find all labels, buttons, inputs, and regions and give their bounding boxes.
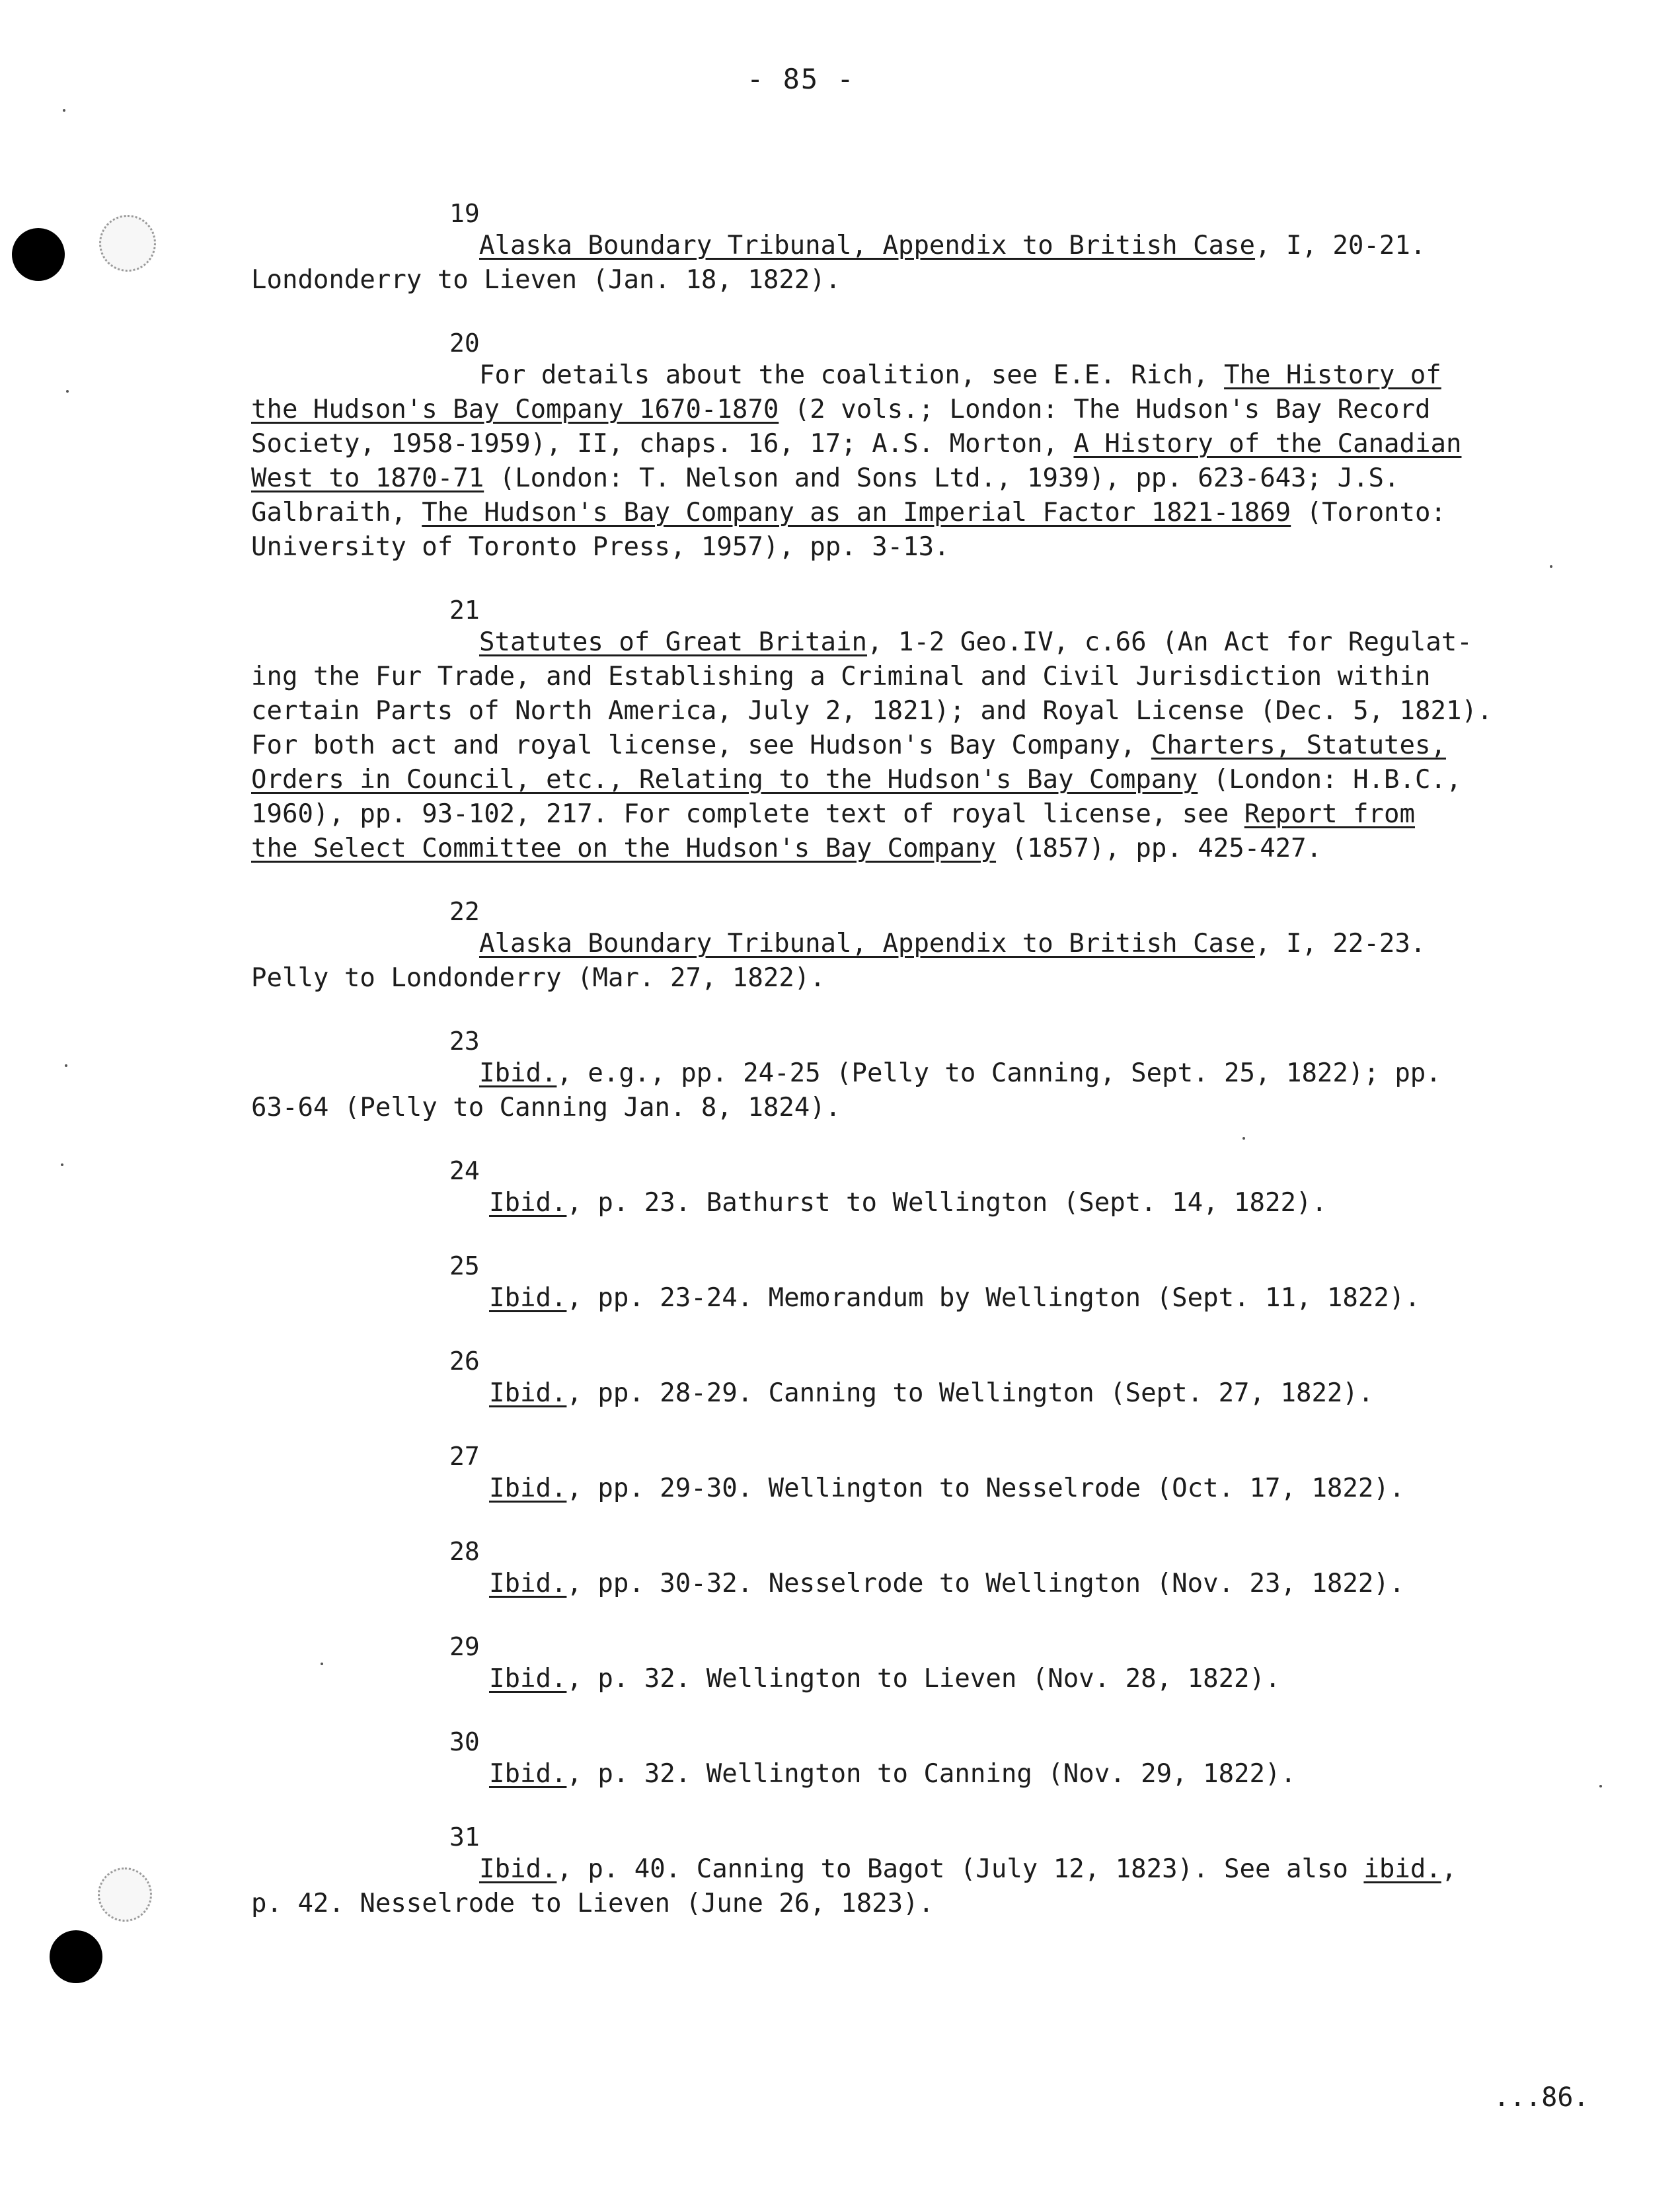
footnote-number: 26 xyxy=(449,1347,480,1376)
footnote-number: 25 xyxy=(449,1251,480,1280)
footnote-line xyxy=(251,728,1560,763)
cited-title: the Select Committee on the Hudson's Bay Company xyxy=(251,834,997,863)
footnote-line xyxy=(251,763,1560,797)
punch-hole-bottom xyxy=(50,1930,102,1983)
cited-title: Ibid. xyxy=(489,1188,567,1218)
footnote-text xyxy=(251,229,1560,297)
cited-title: ibid. xyxy=(1363,1854,1441,1884)
text-segment: , 1-2 Geo.IV, c.66 (An Act for Regulat- xyxy=(867,627,1472,657)
text-segment: , pp. 23-24. Memorandum by Wellington (Sept. 11, 1822). xyxy=(566,1283,1420,1313)
footnote-line xyxy=(251,961,1560,996)
text-segment: For details about the coalition, see E.E. Rich, xyxy=(479,360,1225,390)
footnote-line xyxy=(251,1887,1560,1921)
footnote-number: 27 xyxy=(449,1442,480,1471)
footnote-number: 28 xyxy=(449,1537,480,1566)
text-segment: (Toronto: xyxy=(1291,498,1446,528)
footnote-text xyxy=(251,1186,1560,1220)
text-segment: (1857), pp. 425-427. xyxy=(996,834,1322,863)
scan-speck xyxy=(65,1064,67,1067)
footnote xyxy=(251,1536,1560,1601)
footnote-line xyxy=(251,625,1560,660)
footnote-line xyxy=(251,229,1560,263)
footnote xyxy=(251,328,1560,565)
cited-title: Ibid. xyxy=(489,1378,567,1408)
footnote-line xyxy=(251,1091,1560,1125)
footnote-line xyxy=(251,1567,1560,1601)
text-segment: , I, 20-21. xyxy=(1255,231,1426,260)
cited-title: Ibid. xyxy=(489,1759,567,1789)
text-segment: Pelly to Londonderry (Mar. 27, 1822). xyxy=(251,963,825,993)
text-segment: , e.g., pp. 24-25 (Pelly to Canning, Sept. 25, 1822); pp. xyxy=(556,1058,1441,1088)
footnote-line xyxy=(251,927,1560,961)
text-segment: , I, 22-23. xyxy=(1255,929,1426,959)
text-segment: , p. 32. Wellington to Lieven (Nov. 28, 1822). xyxy=(566,1664,1281,1694)
footnote xyxy=(251,1026,1560,1125)
cited-title: Orders in Council, etc., Relating to the Hudson's Bay Company xyxy=(251,765,1198,795)
text-segment: University of Toronto Press, 1957), pp. 3-13. xyxy=(251,532,950,562)
footnote-list xyxy=(251,198,1560,1951)
text-segment: , pp. 28-29. Canning to Wellington (Sept. 27, 1822). xyxy=(566,1378,1374,1408)
footnote-line xyxy=(251,832,1560,866)
text-segment: , p. 40. Canning to Bagot (July 12, 1823). See also xyxy=(556,1854,1364,1884)
footnote xyxy=(251,595,1560,866)
footnote-line xyxy=(251,263,1560,297)
cited-title: Statutes of Great Britain xyxy=(479,627,867,657)
cited-title: Alaska Boundary Tribunal, Appendix to British Case xyxy=(479,231,1255,260)
footnote xyxy=(251,1441,1560,1506)
cited-title: A History of the Canadian xyxy=(1073,429,1462,459)
footnote-line xyxy=(251,1472,1560,1506)
footnote-line xyxy=(251,694,1560,728)
continued-marker: ...86. xyxy=(1494,2082,1589,2113)
footnote-text xyxy=(251,1281,1560,1315)
footnote xyxy=(251,896,1560,996)
cited-title: the Hudson's Bay Company 1670-1870 xyxy=(251,395,779,424)
scan-speck xyxy=(1599,1785,1602,1787)
page-number: - 85 - xyxy=(747,63,855,95)
punch-hole-top xyxy=(12,228,65,281)
cited-title: Ibid. xyxy=(489,1283,567,1313)
footnote-line xyxy=(251,1056,1560,1091)
footnote xyxy=(251,1631,1560,1696)
footnote-line xyxy=(251,393,1560,427)
cited-title: West to 1870-71 xyxy=(251,463,484,493)
footnote xyxy=(251,1727,1560,1791)
cited-title: Charters, Statutes, xyxy=(1151,730,1446,760)
punch-hole-bottom-faint xyxy=(98,1867,152,1922)
footnote-line xyxy=(251,1186,1560,1220)
text-segment: (London: H.B.C., xyxy=(1198,765,1462,795)
text-segment: , pp. 30-32. Nesselrode to Wellington (Nov. 23, 1822). xyxy=(566,1569,1405,1598)
footnote xyxy=(251,1346,1560,1411)
text-segment: , p. 32. Wellington to Canning (Nov. 29, 1822). xyxy=(566,1759,1296,1789)
footnote-line xyxy=(251,660,1560,694)
scan-speck xyxy=(61,1163,63,1166)
text-segment: For both act and royal license, see Hudson's Bay Company, xyxy=(251,730,1151,760)
footnote-number: 29 xyxy=(449,1632,480,1661)
footnote-line xyxy=(251,1662,1560,1696)
text-segment: 1960), pp. 93-102, 217. For complete text of royal license, see xyxy=(251,799,1244,829)
text-segment: 63-64 (Pelly to Canning Jan. 8, 1824). xyxy=(251,1093,841,1122)
text-segment: certain Parts of North America, July 2, 1821); and Royal License (Dec. 5, 1821). xyxy=(251,696,1493,726)
scan-speck xyxy=(66,390,69,393)
footnote-number: 24 xyxy=(449,1156,480,1185)
footnote xyxy=(251,1822,1560,1921)
cited-title: Ibid. xyxy=(489,1569,567,1598)
footnote-number: 19 xyxy=(449,199,480,228)
text-segment: , xyxy=(1441,1854,1457,1884)
text-segment: p. 42. Nesselrode to Lieven (June 26, 1823). xyxy=(251,1889,935,1918)
footnote-number: 20 xyxy=(449,329,480,358)
text-segment: ing the Fur Trade, and Establishing a Criminal and Civil Jurisdiction within xyxy=(251,662,1431,691)
footnote-text xyxy=(251,625,1560,866)
footnote-number: 22 xyxy=(449,897,480,926)
footnote-text xyxy=(251,358,1560,565)
footnote-line xyxy=(251,1852,1560,1887)
footnote-line xyxy=(251,496,1560,530)
footnote-text xyxy=(251,927,1560,996)
cited-title: Alaska Boundary Tribunal, Appendix to British Case xyxy=(479,929,1255,959)
text-segment: , p. 23. Bathurst to Wellington (Sept. 14, 1822). xyxy=(566,1188,1327,1218)
cited-title: Ibid. xyxy=(489,1664,567,1694)
footnote xyxy=(251,1251,1560,1315)
footnote-number: 31 xyxy=(449,1823,480,1852)
footnote-text xyxy=(251,1662,1560,1696)
cited-title: Ibid. xyxy=(479,1854,557,1884)
text-segment: Londonderry to Lieven (Jan. 18, 1822). xyxy=(251,265,841,295)
footnote-line xyxy=(251,427,1560,461)
footnote-text xyxy=(251,1757,1560,1791)
text-segment: Society, 1958-1959), II, chaps. 16, 17; A.S. Morton, xyxy=(251,429,1074,459)
footnote-number: 21 xyxy=(449,596,480,625)
cited-title: The Hudson's Bay Company as an Imperial Factor 1821-1869 xyxy=(422,498,1291,528)
text-segment: (London: T. Nelson and Sons Ltd., 1939), pp. 623-643; J.S. xyxy=(484,463,1400,493)
footnote-text xyxy=(251,1376,1560,1411)
footnote-line xyxy=(251,358,1560,393)
footnote-text xyxy=(251,1852,1560,1921)
footnote xyxy=(251,1156,1560,1220)
footnote-number: 23 xyxy=(449,1027,480,1056)
footnote-line xyxy=(251,797,1560,832)
footnote-line xyxy=(251,1376,1560,1411)
cited-title: Ibid. xyxy=(479,1058,557,1088)
cited-title: Ibid. xyxy=(489,1473,567,1503)
footnote-text xyxy=(251,1472,1560,1506)
punch-hole-top-faint xyxy=(99,215,156,272)
cited-title: The History of xyxy=(1224,360,1441,390)
scan-speck xyxy=(63,109,65,112)
footnote-line xyxy=(251,530,1560,565)
text-segment: (2 vols.; London: The Hudson's Bay Record xyxy=(779,395,1431,424)
footnote-text xyxy=(251,1056,1560,1125)
cited-title: Report from xyxy=(1244,799,1415,829)
footnote-line xyxy=(251,461,1560,496)
footnote-line xyxy=(251,1281,1560,1315)
footnote-text xyxy=(251,1567,1560,1601)
text-segment: Galbraith, xyxy=(251,498,422,528)
footnote-line xyxy=(251,1757,1560,1791)
footnote xyxy=(251,198,1560,297)
text-segment: , pp. 29-30. Wellington to Nesselrode (Oct. 17, 1822). xyxy=(566,1473,1405,1503)
footnote-number: 30 xyxy=(449,1727,480,1756)
